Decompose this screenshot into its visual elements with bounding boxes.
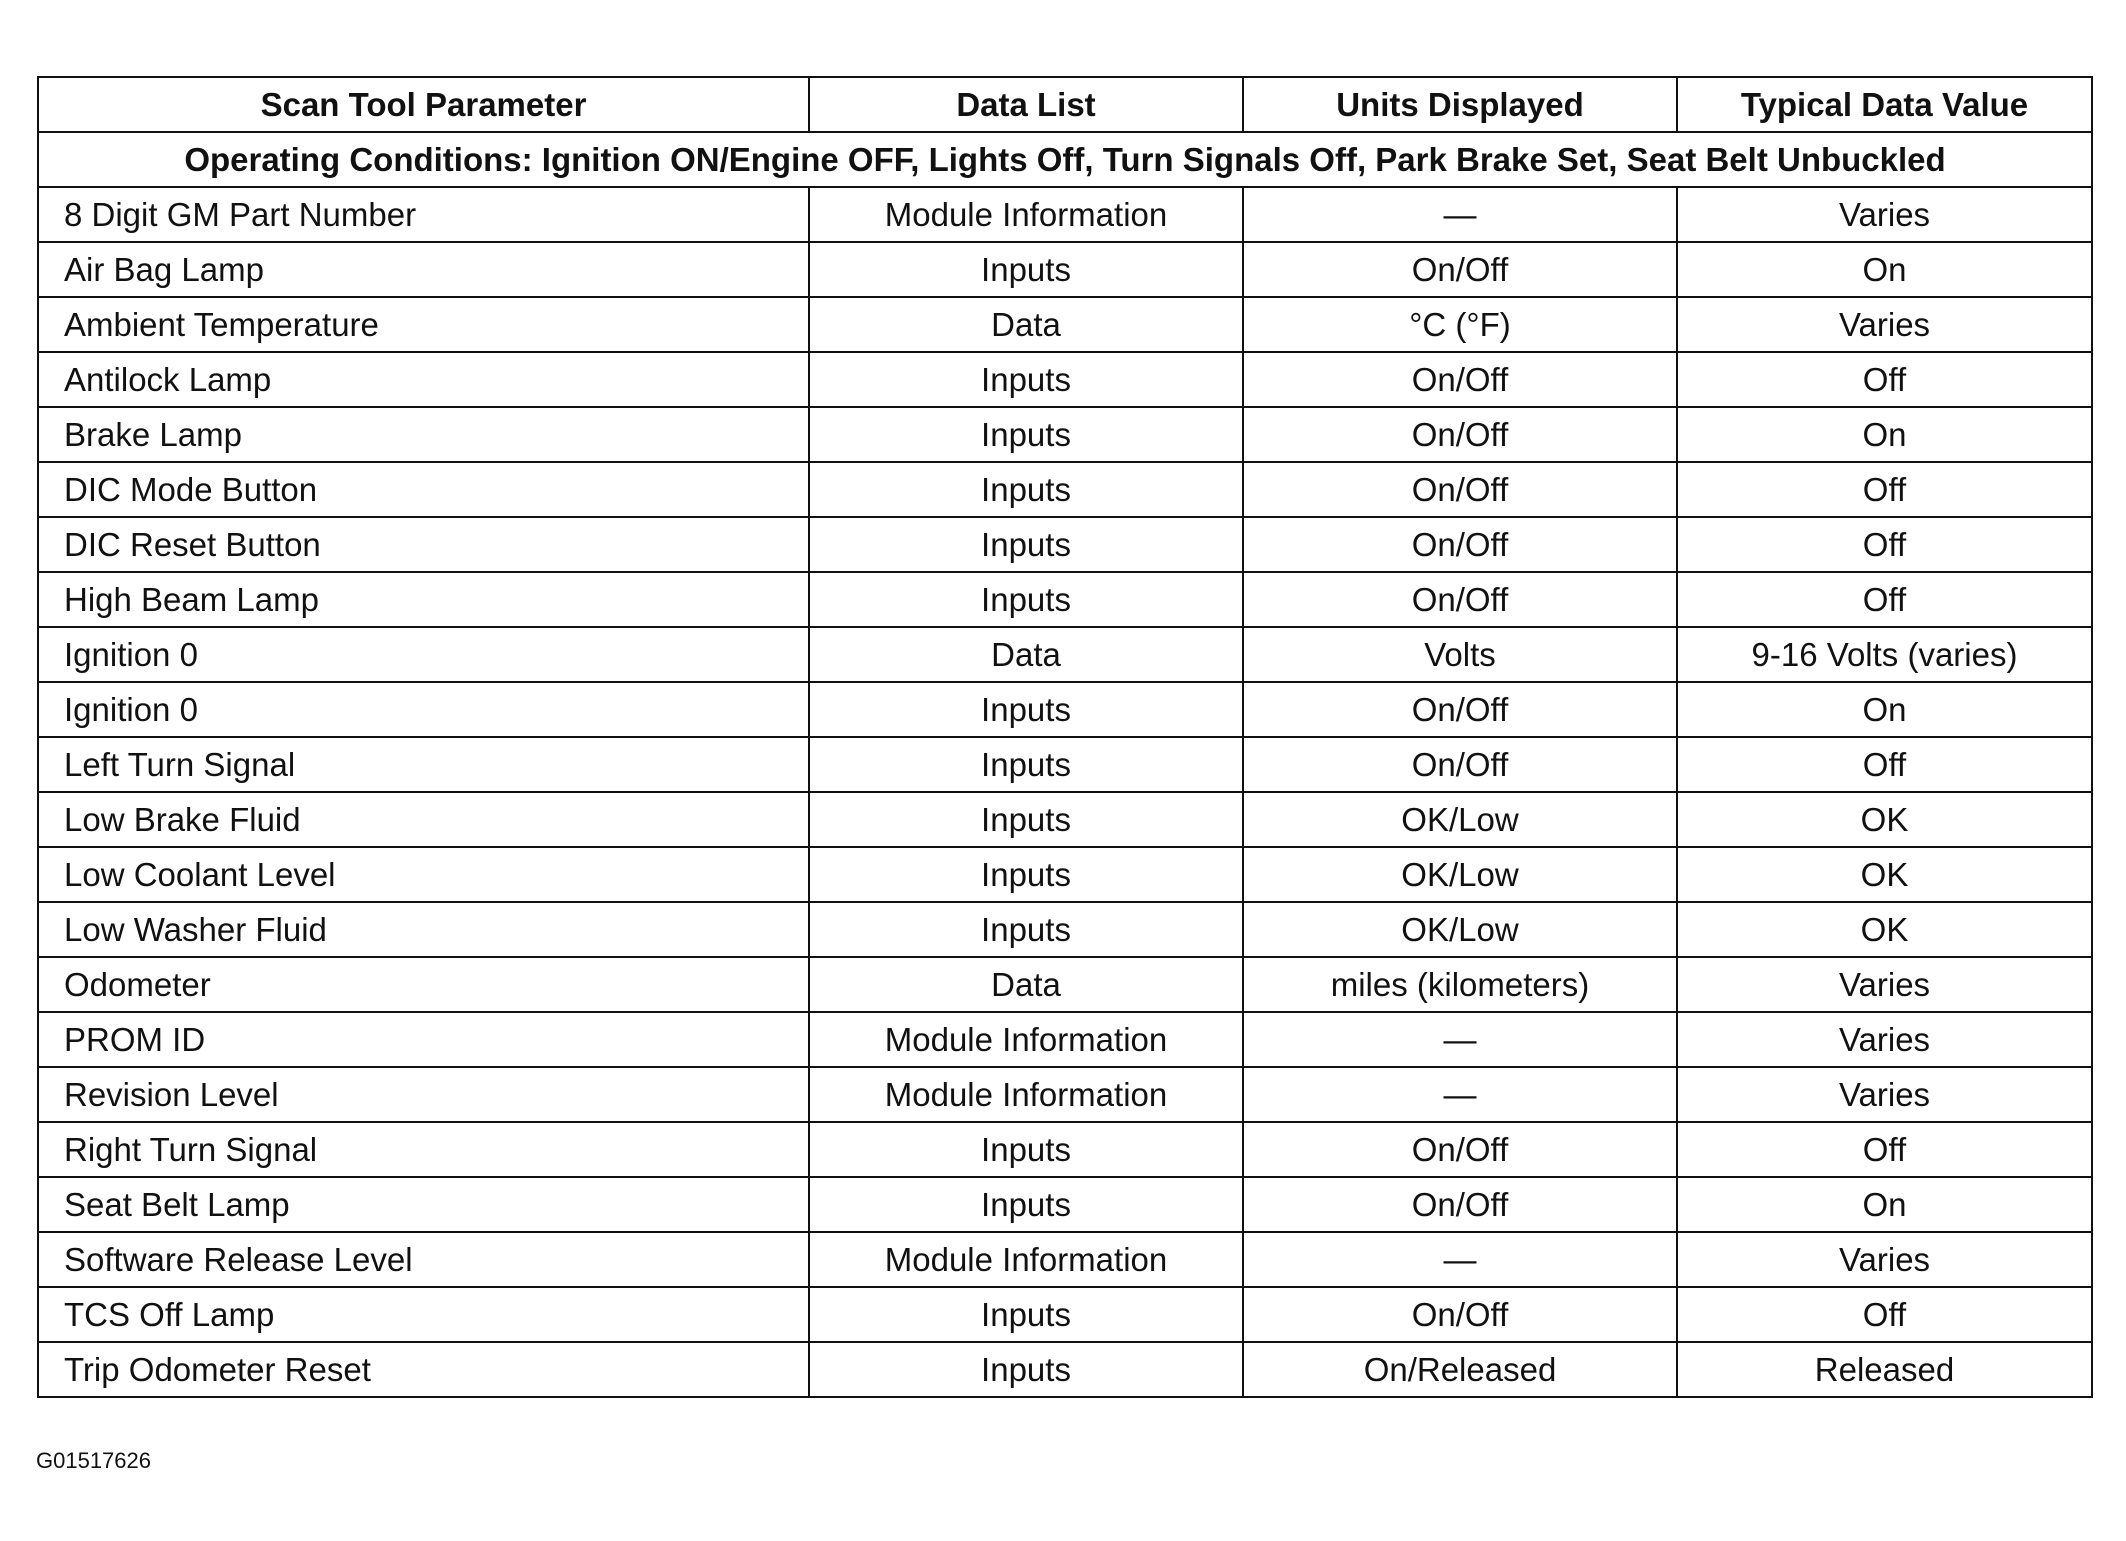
cell-typical-value: Varies: [1677, 1232, 2092, 1287]
cell-units: On/Off: [1243, 407, 1677, 462]
cell-data-list: Inputs: [809, 792, 1243, 847]
cell-units: OK/Low: [1243, 847, 1677, 902]
cell-units: On/Off: [1243, 352, 1677, 407]
cell-units: On/Off: [1243, 737, 1677, 792]
cell-parameter: Low Brake Fluid: [38, 792, 809, 847]
column-header-units-displayed: Units Displayed: [1243, 77, 1677, 132]
cell-units: OK/Low: [1243, 792, 1677, 847]
cell-typical-value: Varies: [1677, 297, 2092, 352]
cell-parameter: TCS Off Lamp: [38, 1287, 809, 1342]
table-row: [38, 1232, 2092, 1287]
cell-data-list: Inputs: [809, 1177, 1243, 1232]
cell-parameter: Low Coolant Level: [38, 847, 809, 902]
cell-parameter: High Beam Lamp: [38, 572, 809, 627]
cell-typical-value: On: [1677, 682, 2092, 737]
cell-data-list: Data: [809, 957, 1243, 1012]
cell-typical-value: OK: [1677, 847, 2092, 902]
cell-parameter: Seat Belt Lamp: [38, 1177, 809, 1232]
table-row: [38, 187, 2092, 242]
cell-data-list: Data: [809, 297, 1243, 352]
cell-data-list: Module Information: [809, 1232, 1243, 1287]
cell-units: On/Off: [1243, 462, 1677, 517]
table-row: [38, 737, 2092, 792]
cell-data-list: Inputs: [809, 847, 1243, 902]
table-row: [38, 627, 2092, 682]
cell-typical-value: Off: [1677, 352, 2092, 407]
cell-typical-value: Off: [1677, 1122, 2092, 1177]
table-row: [38, 1177, 2092, 1232]
cell-units: On/Off: [1243, 1287, 1677, 1342]
table-row: [38, 352, 2092, 407]
cell-data-list: Inputs: [809, 902, 1243, 957]
cell-parameter: Left Turn Signal: [38, 737, 809, 792]
cell-data-list: Inputs: [809, 1342, 1243, 1397]
cell-parameter: Brake Lamp: [38, 407, 809, 462]
cell-units: OK/Low: [1243, 902, 1677, 957]
cell-typical-value: Released: [1677, 1342, 2092, 1397]
table-row: [38, 407, 2092, 462]
table-row: [38, 957, 2092, 1012]
header-row: [38, 77, 2092, 132]
cell-typical-value: On: [1677, 1177, 2092, 1232]
cell-units: °C (°F): [1243, 297, 1677, 352]
cell-typical-value: Off: [1677, 517, 2092, 572]
table-row: [38, 242, 2092, 297]
table-row: [38, 847, 2092, 902]
cell-typical-value: Off: [1677, 462, 2092, 517]
cell-units: miles (kilometers): [1243, 957, 1677, 1012]
cell-typical-value: Varies: [1677, 957, 2092, 1012]
cell-units: On/Off: [1243, 682, 1677, 737]
cell-data-list: Data: [809, 627, 1243, 682]
table-row: [38, 1122, 2092, 1177]
operating-conditions-row: [38, 132, 2092, 187]
cell-typical-value: Varies: [1677, 1012, 2092, 1067]
cell-data-list: Inputs: [809, 737, 1243, 792]
cell-typical-value: OK: [1677, 902, 2092, 957]
cell-units: On/Off: [1243, 1122, 1677, 1177]
cell-units: On/Released: [1243, 1342, 1677, 1397]
table-row: [38, 1012, 2092, 1067]
cell-parameter: PROM ID: [38, 1012, 809, 1067]
cell-data-list: Inputs: [809, 1122, 1243, 1177]
cell-parameter: Trip Odometer Reset: [38, 1342, 809, 1397]
cell-parameter: 8 Digit GM Part Number: [38, 187, 809, 242]
cell-data-list: Inputs: [809, 517, 1243, 572]
operating-conditions: Operating Conditions: Ignition ON/Engine OFF, Lights Off, Turn Signals Off, Park Brake Set, Seat Belt Unbuckled: [38, 132, 2092, 187]
table-row: [38, 517, 2092, 572]
cell-typical-value: On: [1677, 242, 2092, 297]
cell-typical-value: On: [1677, 407, 2092, 462]
cell-parameter: Software Release Level: [38, 1232, 809, 1287]
cell-data-list: Module Information: [809, 187, 1243, 242]
cell-data-list: Inputs: [809, 682, 1243, 737]
cell-parameter: Right Turn Signal: [38, 1122, 809, 1177]
cell-parameter: Ambient Temperature: [38, 297, 809, 352]
table-row: [38, 1342, 2092, 1397]
column-header-typical-data-value: Typical Data Value: [1677, 77, 2092, 132]
cell-units: —: [1243, 187, 1677, 242]
cell-parameter: Air Bag Lamp: [38, 242, 809, 297]
cell-typical-value: Varies: [1677, 187, 2092, 242]
column-header-scan-tool-parameter: Scan Tool Parameter: [38, 77, 809, 132]
cell-data-list: Module Information: [809, 1012, 1243, 1067]
cell-data-list: Inputs: [809, 462, 1243, 517]
cell-units: —: [1243, 1232, 1677, 1287]
cell-units: On/Off: [1243, 572, 1677, 627]
cell-units: On/Off: [1243, 1177, 1677, 1232]
cell-data-list: Module Information: [809, 1067, 1243, 1122]
table-row: [38, 297, 2092, 352]
cell-parameter: Odometer: [38, 957, 809, 1012]
table-row: [38, 682, 2092, 737]
cell-units: On/Off: [1243, 517, 1677, 572]
cell-parameter: Ignition 0: [38, 627, 809, 682]
cell-units: —: [1243, 1012, 1677, 1067]
cell-typical-value: 9-16 Volts (varies): [1677, 627, 2092, 682]
column-header-data-list: Data List: [809, 77, 1243, 132]
cell-typical-value: Off: [1677, 572, 2092, 627]
cell-parameter: Low Washer Fluid: [38, 902, 809, 957]
cell-data-list: Inputs: [809, 572, 1243, 627]
scan-tool-data-table: [37, 76, 2093, 1398]
cell-parameter: Ignition 0: [38, 682, 809, 737]
table-row: [38, 462, 2092, 517]
cell-parameter: Revision Level: [38, 1067, 809, 1122]
cell-typical-value: Off: [1677, 737, 2092, 792]
cell-parameter: Antilock Lamp: [38, 352, 809, 407]
table-row: [38, 792, 2092, 847]
figure-code: G01517626: [36, 1448, 151, 1473]
table-row: [38, 1067, 2092, 1122]
cell-data-list: Inputs: [809, 352, 1243, 407]
cell-typical-value: Off: [1677, 1287, 2092, 1342]
cell-data-list: Inputs: [809, 407, 1243, 462]
cell-parameter: DIC Reset Button: [38, 517, 809, 572]
cell-data-list: Inputs: [809, 1287, 1243, 1342]
cell-typical-value: Varies: [1677, 1067, 2092, 1122]
cell-units: On/Off: [1243, 242, 1677, 297]
cell-units: Volts: [1243, 627, 1677, 682]
cell-data-list: Inputs: [809, 242, 1243, 297]
table-row: [38, 902, 2092, 957]
table-row: [38, 572, 2092, 627]
cell-typical-value: OK: [1677, 792, 2092, 847]
table-row: [38, 1287, 2092, 1342]
cell-units: —: [1243, 1067, 1677, 1122]
cell-parameter: DIC Mode Button: [38, 462, 809, 517]
